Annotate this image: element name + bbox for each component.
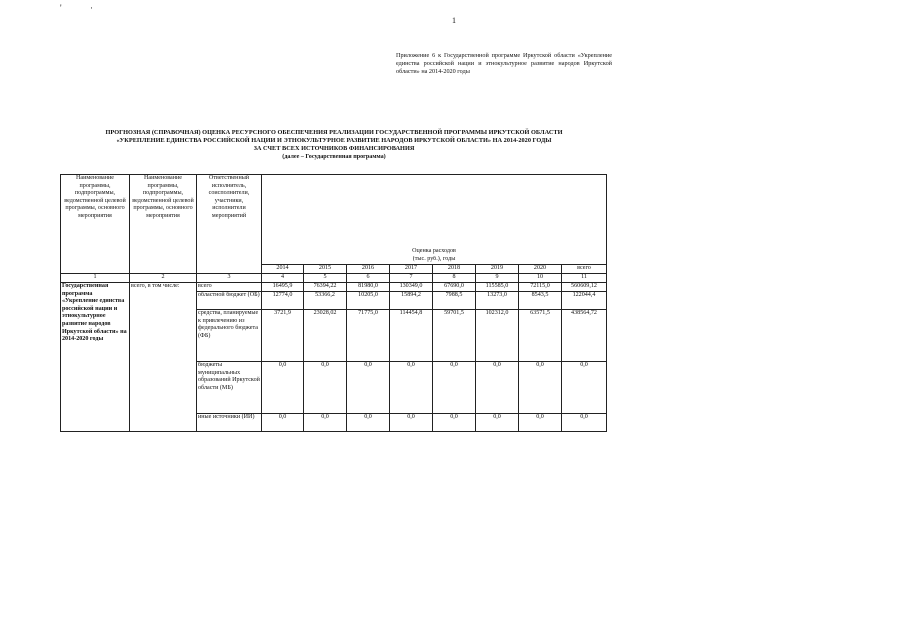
value-cell: 7988,5 <box>433 292 476 310</box>
budget-table <box>60 174 607 432</box>
year-header: 2018 <box>433 265 476 274</box>
value-cell: 115585,0 <box>476 283 519 292</box>
column-number: 7 <box>390 274 433 283</box>
value-cell: 0,0 <box>433 362 476 414</box>
value-cell: 53366,2 <box>304 292 347 310</box>
value-cell: 122044,4 <box>562 292 607 310</box>
value-cell: 130349,0 <box>390 283 433 292</box>
value-cell: 23028,02 <box>304 310 347 362</box>
header-executor: Ответственный исполнитель, соисполнители, участники, исполнители мероприятий <box>197 175 262 274</box>
column-number: 10 <box>519 274 562 283</box>
title-line: «УКРЕПЛЕНИЕ ЕДИНСТВА РОССИЙСКОЙ НАЦИИ И ЭТНОКУЛЬТУРНОЕ РАЗВИТИЕ НАРОДОВ ИРКУТСКОЙ ОБЛАСТИ» НА 2014-2020 ГОДЫ <box>116 137 552 145</box>
value-cell: 76394,22 <box>304 283 347 292</box>
year-header: 2015 <box>304 265 347 274</box>
column-number: 6 <box>347 274 390 283</box>
value-cell: 12774,0 <box>262 292 304 310</box>
value-cell: 59701,5 <box>433 310 476 362</box>
value-cell: 0,0 <box>304 362 347 414</box>
header-subprogram-name: Наименование программы, подпрограммы, ведомственной целевой программы, основного мероприятия <box>130 175 197 274</box>
column-number: 9 <box>476 274 519 283</box>
year-header: 2014 <box>262 265 304 274</box>
total-label-cell: всего, в том числе: <box>130 283 197 432</box>
value-cell: 3721,9 <box>262 310 304 362</box>
value-cell: 16495,9 <box>262 283 304 292</box>
title-line: ПРОГНОЗНАЯ (СПРАВОЧНАЯ) ОЦЕНКА РЕСУРСНОГО ОБЕСПЕЧЕНИЯ РЕАЛИЗАЦИИ ГОСУДАРСТВЕННОЙ ПРОГРАММЫ ИРКУТСКОЙ ОБЛАСТИ <box>105 129 563 136</box>
header-cost-estimate: Оценка расходов <box>262 175 607 256</box>
scan-mark: · <box>90 3 93 13</box>
year-header: 2017 <box>390 265 433 274</box>
value-cell: 13273,0 <box>476 292 519 310</box>
column-number: 8 <box>433 274 476 283</box>
header-program-name: Наименование программы, подпрограммы, ведомственной целевой программы, основного мероприятия <box>61 175 130 274</box>
column-number: 11 <box>562 274 607 283</box>
funding-source: средства, планируемые к привлечению из федерального бюджета (ФБ) <box>197 310 262 362</box>
value-cell: 81980,0 <box>347 283 390 292</box>
document-subtitle: (далее – Государственная программа) <box>282 153 386 160</box>
value-cell: 0,0 <box>519 362 562 414</box>
value-cell: 560609,12 <box>562 283 607 292</box>
year-header: 2016 <box>347 265 390 274</box>
value-cell: 8543,5 <box>519 292 562 310</box>
value-cell: 114454,8 <box>390 310 433 362</box>
column-number: 3 <box>197 274 262 283</box>
value-cell: 0,0 <box>433 414 476 432</box>
value-cell: 0,0 <box>476 362 519 414</box>
value-cell: 0,0 <box>347 362 390 414</box>
year-header: 2019 <box>476 265 519 274</box>
value-cell: 15894,2 <box>390 292 433 310</box>
value-cell: 0,0 <box>262 362 304 414</box>
value-cell: 0,0 <box>347 414 390 432</box>
scan-mark: ' <box>60 3 62 13</box>
funding-source: всего <box>197 283 262 292</box>
value-cell: 10205,0 <box>347 292 390 310</box>
value-cell: 0,0 <box>262 414 304 432</box>
column-number: 1 <box>61 274 130 283</box>
document-title <box>60 129 608 161</box>
value-cell: 102312,0 <box>476 310 519 362</box>
page-number: 1 <box>452 16 456 25</box>
year-header: 2020 <box>519 265 562 274</box>
title-line: ЗА СЧЕТ ВСЕХ ИСТОЧНИКОВ ФИНАНСИРОВАНИЯ <box>253 145 415 153</box>
value-cell: 0,0 <box>304 414 347 432</box>
funding-source: областной бюджет (ОБ) <box>197 292 262 310</box>
program-name-cell: Государственная программа «Укрепление единства российской нации и этнокультурное развитие народов Иркутской области» на 2014-2020 годы <box>61 283 130 432</box>
value-cell: 0,0 <box>562 362 607 414</box>
header-unit: (тыс. руб.), годы <box>262 256 607 265</box>
table-row <box>61 283 607 292</box>
value-cell: 0,0 <box>390 414 433 432</box>
value-cell: 72115,0 <box>519 283 562 292</box>
value-cell: 63571,5 <box>519 310 562 362</box>
value-cell: 0,0 <box>562 414 607 432</box>
value-cell: 71775,0 <box>347 310 390 362</box>
column-number: 4 <box>262 274 304 283</box>
value-cell: 0,0 <box>519 414 562 432</box>
column-number: 5 <box>304 274 347 283</box>
appendix-note: Приложение 6 к Государственной программе Иркутской области «Укрепление единства российской нации и этнокультурное развитие народов Иркутской области» на 2014-2020 годы <box>396 52 612 76</box>
value-cell: 0,0 <box>390 362 433 414</box>
value-cell: 438564,72 <box>562 310 607 362</box>
value-cell: 0,0 <box>476 414 519 432</box>
year-header: всего <box>562 265 607 274</box>
funding-source: иные источники (ИИ) <box>197 414 262 432</box>
funding-source: бюджеты муниципальных образований Иркутской области (МБ) <box>197 362 262 414</box>
column-number: 2 <box>130 274 197 283</box>
value-cell: 67690,0 <box>433 283 476 292</box>
